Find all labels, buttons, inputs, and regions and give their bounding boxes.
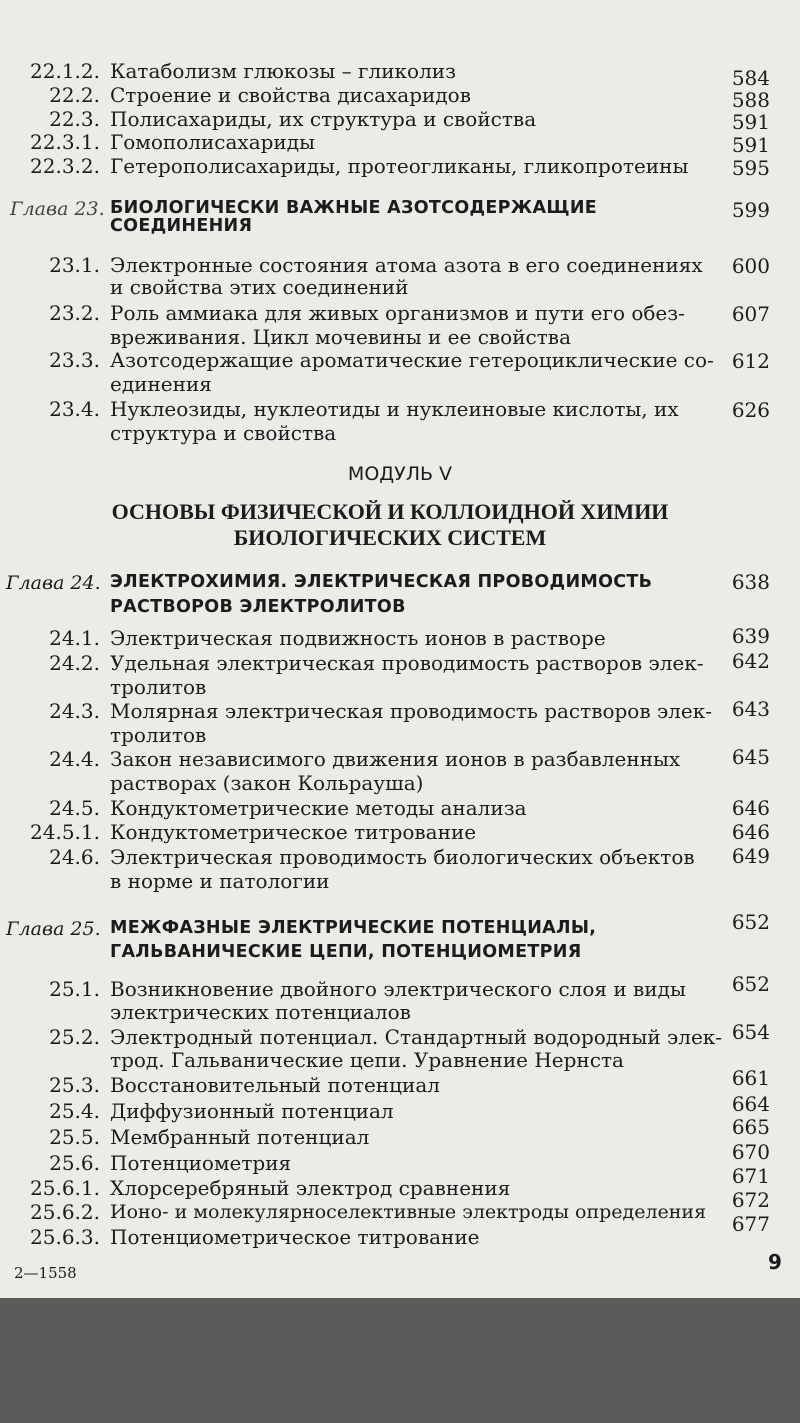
- section-title-line1: Восстановительный потенциал: [110, 1073, 440, 1097]
- page-number-649: 649: [731, 844, 770, 868]
- section-title-line1: Роль аммиака для живых организмов и пути его обез-: [110, 301, 685, 325]
- section-title-line1: Электрическая подвижность ионов в растворе: [110, 626, 606, 650]
- section-title-line1: Хлорсеребряный электрод сравнения: [110, 1176, 511, 1200]
- section-number: 24.5.1.: [30, 820, 100, 844]
- section-number: 24.4.: [49, 747, 100, 771]
- section-title-line1: Удельная электрическая проводимость растворов элек-: [110, 651, 704, 675]
- chapter-24-page: 638: [731, 570, 770, 594]
- section-number: 22.3.2.: [30, 154, 100, 178]
- chapter-23-page: 599: [731, 198, 770, 222]
- chapter-24-label: Глава 24.: [6, 572, 101, 594]
- section-title-line2: растворах (закон Кольрауша): [110, 771, 424, 795]
- section-title-line1: Потенциометрическое титрование: [110, 1225, 480, 1249]
- module-title-line2: БИОЛОГИЧЕСКИХ СИСТЕМ: [233, 525, 547, 550]
- section-title: Полисахариды, их структура и свойства: [110, 107, 537, 131]
- section-number: 23.1.: [49, 253, 100, 277]
- page-number-591a: 591: [731, 110, 770, 134]
- chapter-25-label: Глава 25.: [6, 918, 101, 940]
- chapter-24-title-line1: ЭЛЕКТРОХИМИЯ. ЭЛЕКТРИЧЕСКАЯ ПРОВОДИМОСТЬ: [110, 572, 653, 592]
- section-number: 24.2.: [49, 651, 100, 675]
- section-number: 25.6.: [49, 1151, 100, 1175]
- chapter-25-title-line2: ГАЛЬВАНИЧЕСКИЕ ЦЕПИ, ПОТЕНЦИОМЕТРИЯ: [110, 942, 582, 962]
- page-number-591b: 591: [731, 133, 770, 157]
- page-number-652: 652: [731, 972, 770, 996]
- section-number: 24.5.: [49, 796, 100, 820]
- section-title: Строение и свойства дисахаридов: [110, 83, 471, 107]
- page-number-639: 639: [731, 624, 770, 648]
- section-title-line1: Кондуктометрические методы анализа: [110, 796, 527, 820]
- folio-page-number: 9: [768, 1250, 782, 1274]
- chapter-23-title-line2: СОЕДИНЕНИЯ: [110, 216, 253, 236]
- section-number: 25.4.: [49, 1099, 100, 1123]
- section-number: 25.5.: [49, 1125, 100, 1149]
- section-title-line1: Ионо- и молекулярноселективные электроды определения: [110, 1201, 707, 1223]
- section-number: 24.1.: [49, 626, 100, 650]
- section-title-line1: Закон независимого движения ионов в разбавленных: [110, 747, 681, 771]
- page-number-661: 661: [731, 1066, 770, 1090]
- section-number: 25.6.2.: [30, 1200, 100, 1224]
- page-number-665: 665: [731, 1115, 770, 1139]
- section-title: Гомополисахариды: [110, 130, 315, 154]
- section-number: 25.6.3.: [30, 1225, 100, 1249]
- page-number-643: 643: [731, 697, 770, 721]
- page-number-642: 642: [731, 649, 770, 673]
- section-title-line1: Возникновение двойного электрического слоя и виды: [110, 977, 686, 1001]
- section-title-line2: тролитов: [110, 723, 207, 747]
- section-number: 25.1.: [49, 977, 100, 1001]
- page-number-588: 588: [731, 88, 770, 112]
- section-title-line1: Нуклеозиды, нуклеотиды и нуклеиновые кислоты, их: [110, 397, 679, 421]
- section-title-line2: структура и свойства: [110, 421, 337, 445]
- section-number: 22.3.: [49, 107, 100, 131]
- section-title-line1: Азотсодержащие ароматические гетероциклические со-: [110, 348, 714, 372]
- page-number-677: 677: [731, 1212, 770, 1236]
- section-title-line2: тролитов: [110, 675, 207, 699]
- section-number: 22.3.1.: [30, 130, 100, 154]
- page-number-670: 670: [731, 1140, 770, 1164]
- section-title-line1: Электродный потенциал. Стандартный водородный элек-: [110, 1025, 723, 1049]
- section-title-line1: Диффузионный потенциал: [110, 1099, 394, 1123]
- section-title: Гетерополисахариды, протеогликаны, гликопротеины: [110, 154, 689, 178]
- section-title-line1: Молярная электрическая проводимость растворов элек-: [110, 699, 712, 723]
- page-number-607: 607: [731, 302, 770, 326]
- section-title: Катаболизм глюкозы – гликолиз: [110, 59, 457, 83]
- section-number: 23.3.: [49, 348, 100, 372]
- section-number: 25.3.: [49, 1073, 100, 1097]
- module-label: МОДУЛЬ V: [347, 463, 453, 485]
- section-number: 24.6.: [49, 845, 100, 869]
- section-title-line1: Потенциометрия: [110, 1151, 292, 1175]
- section-title-line1: Электронные состояния атома азота в его соединениях: [110, 253, 703, 277]
- chapter-25-title-line1: МЕЖФАЗНЫЕ ЭЛЕКТРИЧЕСКИЕ ПОТЕНЦИАЛЫ,: [110, 918, 597, 938]
- section-number: 22.1.2.: [30, 59, 100, 83]
- page-number-671: 671: [731, 1164, 770, 1188]
- page-number-595: 595: [731, 156, 770, 180]
- section-title-line2: вреживания. Цикл мочевины и ее свойства: [110, 325, 571, 349]
- page-number-645: 645: [731, 745, 770, 769]
- section-title-line2: и свойства этих соединений: [110, 275, 409, 299]
- module-title-line1: ОСНОВЫ ФИЗИЧЕСКОЙ И КОЛЛОИДНОЙ ХИМИИ: [111, 499, 669, 524]
- section-number: 22.2.: [49, 83, 100, 107]
- section-number: 25.6.1.: [30, 1176, 100, 1200]
- page-number-646b: 646: [731, 820, 770, 844]
- page-number-600: 600: [731, 254, 770, 278]
- section-title-line2: электрических потенциалов: [110, 1000, 411, 1024]
- page-number-584: 584: [731, 66, 770, 90]
- page-number-612: 612: [731, 349, 770, 373]
- section-number: 25.2.: [49, 1025, 100, 1049]
- printer-signature: 2—1558: [14, 1264, 77, 1282]
- chapter-25-page: 652: [731, 910, 770, 934]
- section-title-line2: единения: [110, 372, 212, 396]
- section-title-line2: трод. Гальванические цепи. Уравнение Нернста: [110, 1048, 624, 1072]
- page-number-654: 654: [731, 1020, 770, 1044]
- section-title-line1: Электрическая проводимость биологических объектов: [110, 845, 695, 869]
- section-title-line1: Кондуктометрическое титрование: [110, 820, 477, 844]
- chapter-24-title-line2: РАСТВОРОВ ЭЛЕКТРОЛИТОВ: [110, 597, 406, 617]
- section-title-line2: в норме и патологии: [110, 869, 330, 893]
- section-number: 23.4.: [49, 397, 100, 421]
- page-number-646a: 646: [731, 796, 770, 820]
- section-number: 23.2.: [49, 301, 100, 325]
- chapter-23-title-line1: БИОЛОГИЧЕСКИ ВАЖНЫЕ АЗОТСОДЕРЖАЩИЕ: [110, 198, 598, 218]
- chapter-23-label: Глава 23.: [10, 198, 105, 220]
- page-number-664: 664: [731, 1092, 770, 1116]
- page-number-626: 626: [731, 398, 770, 422]
- page-number-672: 672: [731, 1188, 770, 1212]
- section-number: 24.3.: [49, 699, 100, 723]
- section-title-line1: Мембранный потенциал: [110, 1125, 370, 1149]
